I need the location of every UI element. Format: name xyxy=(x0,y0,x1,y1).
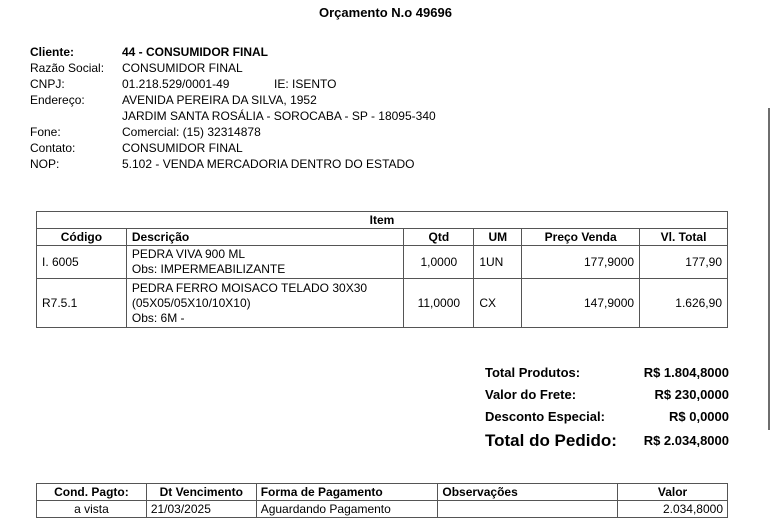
ie-value: IE: ISENTO xyxy=(274,77,337,91)
item-preco: 177,9000 xyxy=(522,246,640,279)
desconto-value: R$ 0,0000 xyxy=(669,409,729,424)
table-row xyxy=(37,246,728,279)
endereco-line2: JARDIM SANTA ROSÁLIA - SOROCABA - SP - 18095-340 xyxy=(122,109,436,123)
item-um: 1UN xyxy=(474,246,522,279)
header-descricao: Descrição xyxy=(126,229,404,246)
items-caption-row xyxy=(37,212,728,229)
endereco-label: Endereço: xyxy=(30,93,85,107)
header-observacoes: Observações xyxy=(438,484,618,501)
header-um: UM xyxy=(474,229,522,246)
frete-value: R$ 230,0000 xyxy=(654,387,729,402)
items-header-row xyxy=(37,229,728,246)
payment-valor: 2.034,8000 xyxy=(618,501,728,518)
item-preco: 147,9000 xyxy=(522,279,640,328)
payment-forma: Aguardando Pagamento xyxy=(256,501,438,518)
header-dt-vencimento: Dt Vencimento xyxy=(146,484,256,501)
header-forma-pagamento: Forma de Pagamento xyxy=(256,484,438,501)
desconto-row xyxy=(485,406,729,428)
item-descricao xyxy=(126,279,404,328)
header-qtd: Qtd xyxy=(404,229,474,246)
header-cond-pagto: Cond. Pagto: xyxy=(37,484,147,501)
document-title: Orçamento N.o 49696 xyxy=(319,5,452,20)
cnpj-label: CNPJ: xyxy=(30,77,65,91)
endereco-line1: AVENIDA PEREIRA DA SILVA, 1952 xyxy=(122,93,317,107)
cliente-value: 44 - CONSUMIDOR FINAL xyxy=(122,45,269,59)
item-um: CX xyxy=(474,279,522,328)
contato-label: Contato: xyxy=(30,141,76,155)
header-total: Vl. Total xyxy=(640,229,728,246)
total-pedido-label: Total do Pedido: xyxy=(485,431,617,450)
desconto-label: Desconto Especial: xyxy=(485,409,605,424)
payment-obs xyxy=(438,501,618,518)
vertical-scrollbar[interactable] xyxy=(768,108,770,430)
payment-header-row xyxy=(37,484,728,501)
contato-value: CONSUMIDOR FINAL xyxy=(122,141,243,155)
header-valor: Valor xyxy=(618,484,728,501)
total-pedido-row xyxy=(485,428,729,454)
total-produtos-label: Total Produtos: xyxy=(485,365,581,380)
fone-label: Fone: xyxy=(30,125,61,139)
items-table xyxy=(36,211,728,328)
item-codigo: I. 6005 xyxy=(37,246,127,279)
razao-social-value: CONSUMIDOR FINAL xyxy=(122,61,243,75)
frete-label: Valor do Frete: xyxy=(485,387,577,402)
items-caption: Item xyxy=(37,212,728,229)
item-qtd: 11,0000 xyxy=(404,279,474,328)
header-preco: Preço Venda xyxy=(522,229,640,246)
item-descricao xyxy=(126,246,404,279)
nop-label: NOP: xyxy=(30,157,60,171)
fone-value: Comercial: (15) 32314878 xyxy=(122,125,261,139)
nop-value: 5.102 - VENDA MERCADORIA DENTRO DO ESTADO xyxy=(122,157,415,171)
item-codigo: R7.5.1 xyxy=(37,279,127,328)
frete-row xyxy=(485,384,729,406)
cliente-label: Cliente: xyxy=(30,45,75,59)
table-row xyxy=(37,279,728,328)
totals-block xyxy=(485,362,729,454)
item-desc-obs: Obs: 6M - xyxy=(131,310,185,325)
total-pedido-value: R$ 2.034,8000 xyxy=(643,433,729,448)
header-codigo: Código xyxy=(37,229,127,246)
razao-social-label: Razão Social: xyxy=(30,61,105,75)
item-desc-line: PEDRA VIVA 900 ML xyxy=(131,247,246,261)
item-desc-obs: Obs: IMPERMEABILIZANTE xyxy=(131,262,286,276)
item-qtd: 1,0000 xyxy=(404,246,474,279)
payment-table xyxy=(36,483,728,518)
payment-cond: a vista xyxy=(37,501,147,518)
total-produtos-value: R$ 1.804,8000 xyxy=(643,365,729,380)
item-desc-line: PEDRA FERRO MOISACO TELADO 30X30 xyxy=(131,280,368,295)
cnpj-value: 01.218.529/0001-49 xyxy=(122,77,230,91)
payment-venc: 21/03/2025 xyxy=(146,501,256,518)
item-desc-line: (05X05/05X10/10X10) xyxy=(131,295,251,310)
total-produtos-row xyxy=(485,362,729,384)
item-total: 1.626,90 xyxy=(640,279,728,328)
table-row xyxy=(37,501,728,518)
item-total: 177,90 xyxy=(640,246,728,279)
